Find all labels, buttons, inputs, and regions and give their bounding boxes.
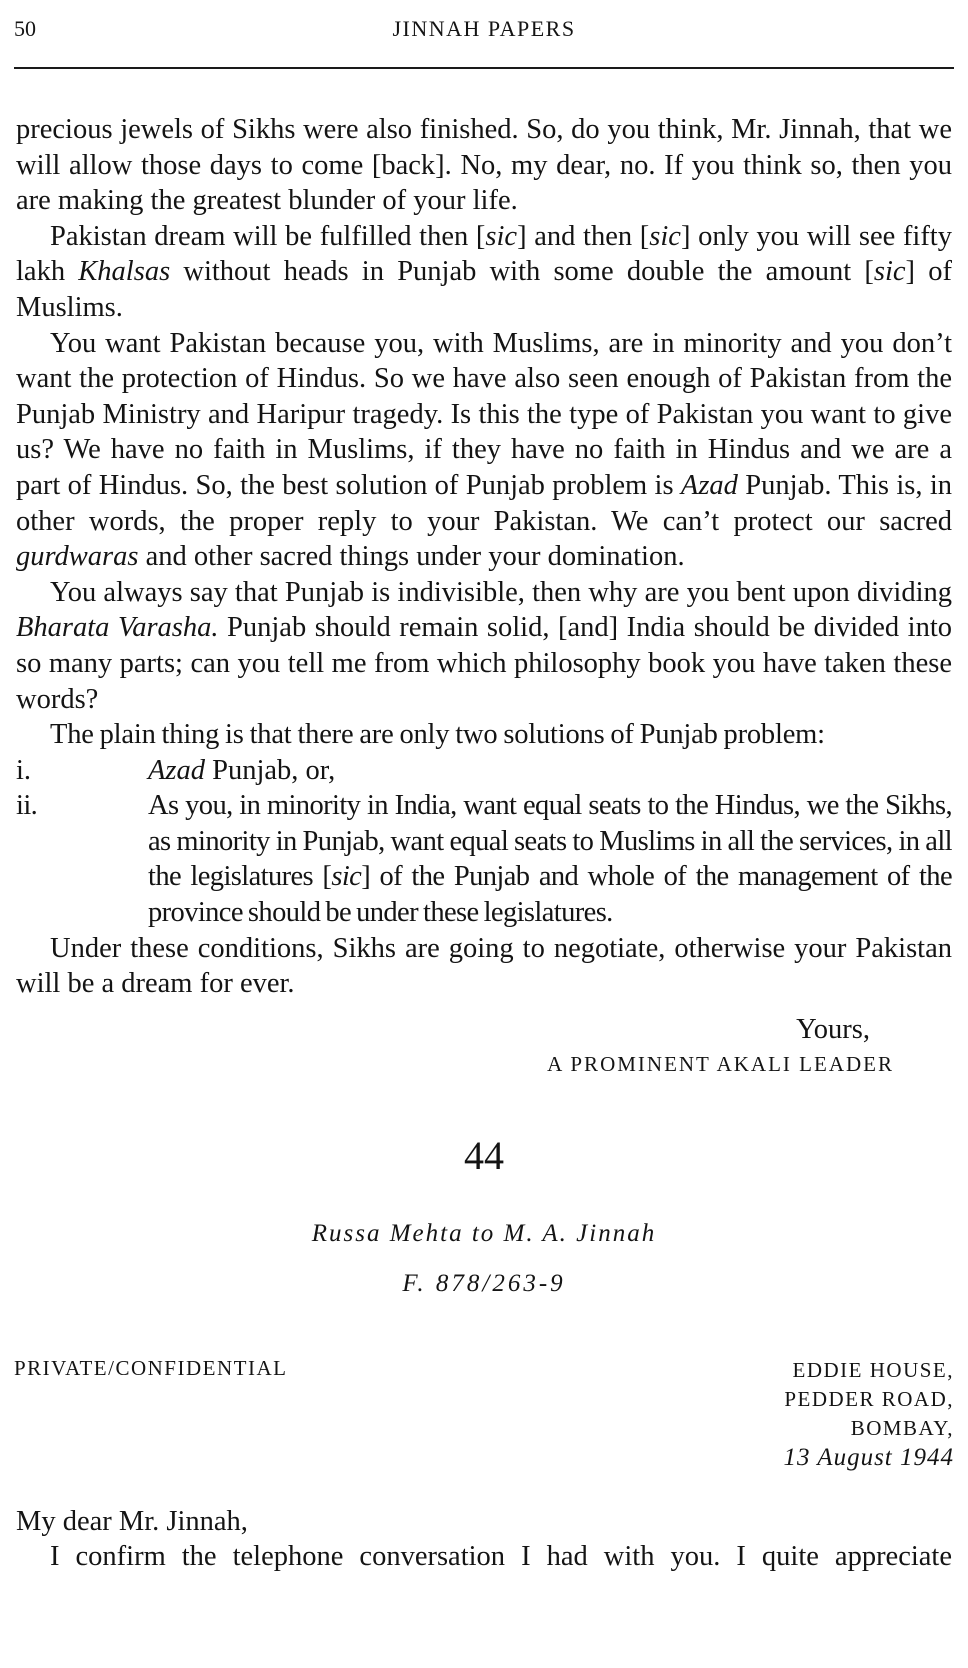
paragraph-1: precious jewels of Sikhs were also finished. So, do you think, Mr. Jinnah, that we will allow those days to come [back]. No, my dear, no. If you think so, then you are making the greatest blunder of your life. [16, 114, 952, 217]
letter-date: 13 August 1944 [783, 1444, 954, 1471]
paragraph-4 [16, 575, 952, 717]
list-item [16, 788, 952, 930]
address-line: BOMBAY, [850, 1416, 954, 1440]
list-item [16, 753, 952, 789]
page-header [14, 16, 954, 50]
address-line: PEDDER ROAD, [784, 1387, 954, 1411]
text-run: Punjab. This is, in other words, the proper reply to your Pakistan. We can’t protect our sacred [16, 469, 952, 537]
sic-italic: sic [331, 861, 362, 893]
text-run: You always say that Punjab is indivisible, then why are you bent upon dividing [50, 576, 952, 608]
text-run: without heads in Punjab with some double the amount [ [170, 256, 874, 288]
text-run: and other sacred things under your domination. [138, 541, 685, 573]
azad-italic: Azad [148, 754, 205, 786]
letter-body [16, 112, 952, 1002]
paragraph-5: The plain thing is that there are only two solutions of Punjab problem: [50, 719, 825, 751]
gurdwaras-italic: gurdwaras [16, 541, 139, 573]
azad-italic: Azad [680, 469, 738, 501]
text-run: ] and then [ [517, 220, 650, 252]
text-run: Punjab should remain solid, [and] India should be divided into so many parts; can you tell me from which philosophy book you have taken these words? [16, 612, 952, 715]
solutions-list [16, 753, 952, 931]
running-head: JINNAH PAPERS [392, 16, 576, 41]
text-run: ] of Muslims. [16, 256, 952, 323]
classification-label: PRIVATE/CONFIDENTIAL [14, 1356, 288, 1380]
signature: A PROMINENT AKALI LEADER [547, 1052, 894, 1076]
list-number: ii. [16, 790, 38, 822]
text-run: ] of the Punjab and whole of the management of the province should be under these legislatures. [148, 861, 952, 929]
sic-italic: sic [873, 256, 906, 288]
address-line: EDDIE HOUSE, [792, 1358, 954, 1382]
document-title: Russa Mehta to M. A. Jinnah [311, 1220, 657, 1247]
paragraph-3 [16, 326, 952, 575]
sender-address [784, 1356, 955, 1472]
closing: Yours, [796, 1014, 870, 1045]
bharata-varasha-italic: Bharata Varasha. [16, 612, 219, 644]
salutation: My dear Mr. Jinnah, [16, 1506, 248, 1537]
paragraph-2 [16, 219, 952, 326]
text-run: Punjab, or, [205, 754, 336, 786]
text-run: ] only you will see fifty lakh [16, 220, 952, 288]
paragraph-6: Under these conditions, Sikhs are going to negotiate, otherwise your Pakistan will be a dream for ever. [16, 932, 952, 1000]
sic-italic: sic [649, 220, 681, 252]
page-number: 50 [14, 16, 36, 41]
document-number: 44 [464, 1133, 504, 1178]
letter-first-line: I confirm the telephone conversation I had with you. I quite appreciate [50, 1541, 952, 1572]
header-rule [14, 67, 954, 69]
text-run: Pakistan dream will be fulfilled then [ [50, 220, 486, 252]
list-number: i. [16, 754, 32, 786]
khalsas-italic: Khalsas [78, 256, 171, 288]
sic-italic: sic [485, 220, 518, 252]
text-run: As you, in minority in India, want equal seats to the Hindus, we the Sikhs, as minority in Punjab, want equal seats to Muslims in all the services, in all the legislatures [ [148, 790, 952, 893]
text-run: You want Pakistan because you, with Muslims, are in minority and you don’t want the protection of Hindus. So we have also seen enough of Pakistan from the Punjab Ministry and Haripur tragedy. Is this the type of Pakistan you want to give us? We have no faith in Muslims, if they have no faith in Hindus and we are a part of Hindus. So, the best solution of Punjab problem is [16, 327, 952, 501]
document-reference: F. 878/263-9 [402, 1270, 566, 1297]
